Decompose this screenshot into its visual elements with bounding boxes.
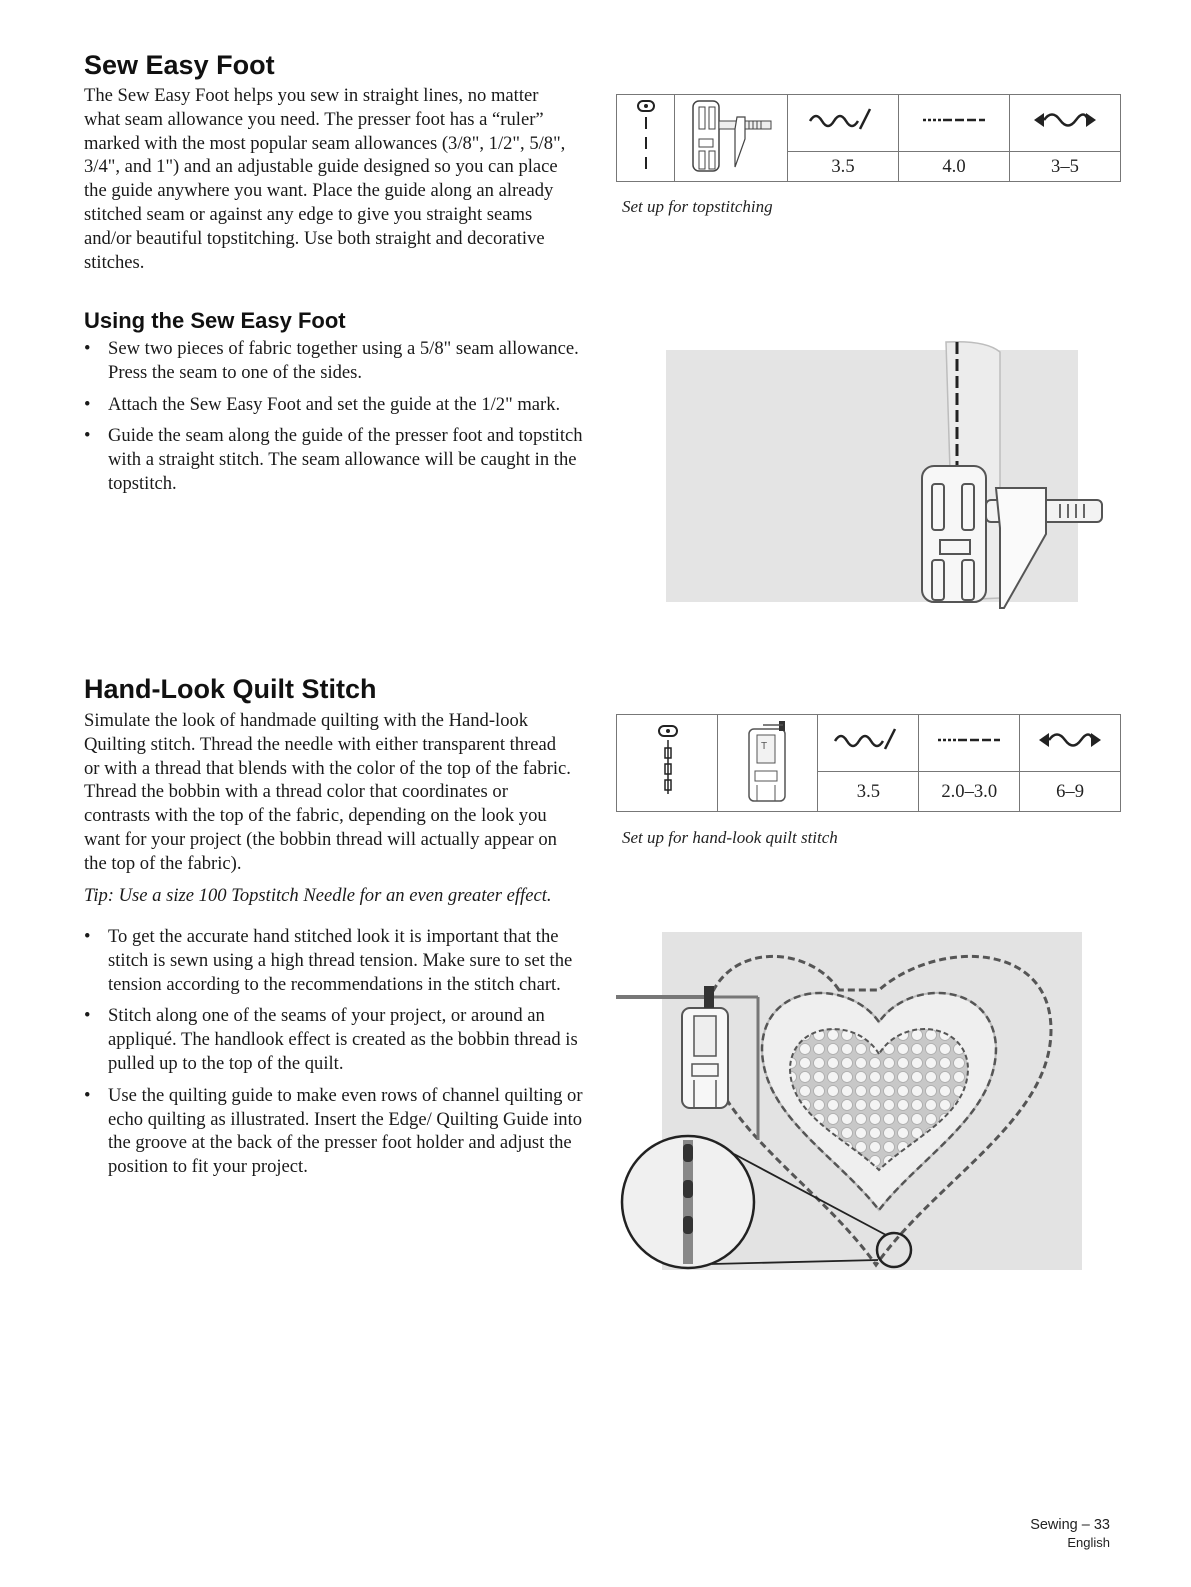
thread-tension-icon	[1010, 95, 1121, 152]
thread-tension-icon	[1020, 715, 1121, 772]
list-item: • Stitch along one of the seams of your project, or around an appliqué. The handlook effect is created as the bobbin thread is pulled up to the top of the quilt.	[84, 1004, 584, 1075]
stitch-width-icon	[818, 715, 919, 772]
list-item: • To get the accurate hand stitched look it is important that the stitch is sewn using a high thread tension. Make sure to set the tension according to the recommendations in the stitch chart.	[84, 925, 584, 996]
hand-look-quilt-list	[84, 925, 584, 1187]
tip-text: Tip: Use a size 100 Topstitch Needle for an even greater effect.	[84, 885, 552, 906]
hand-look-quilt-stitch-icon	[617, 715, 718, 812]
list-item: • Attach the Sew Easy Foot and set the guide at the 1/2" mark.	[84, 393, 594, 417]
stitch-width-value: 3.5	[818, 772, 919, 812]
stitch-settings-table-topstitch	[616, 94, 1121, 182]
page-number: Sewing – 33	[1030, 1517, 1110, 1533]
section-title-sew-easy-foot: Sew Easy Foot	[84, 50, 275, 80]
hand-look-quilt-intro: Simulate the look of handmade quilting with the Hand-look Quilting stitch. Thread the needle with either transparent thread or with a thread that blends with the color of the top of the fabric. Thread the bobbin with a thread color that coordinates or contrasts with the top of the fabric, depending on the look you want for your project (the bobbin thread will actually appear on the top of the fabric).	[84, 710, 571, 874]
stitch-length-icon	[919, 715, 1020, 772]
sew-easy-foot-intro: The Sew Easy Foot helps you sew in straight lines, no matter what seam allowance you need. The presser foot has a “ruler” marked with the most popular seam allowances (3/8", 1/2", 5/8", 3/4", and 1") and an adjustable guide designed so you can place the guide anywhere you want. Place the guide along an already stitched seam or against any edge to give you straight seams and/or beautiful topstitching. Use both straight and decorative stitches.	[84, 85, 566, 273]
table-caption-hand-look: Set up for hand-look quilt stitch	[622, 828, 838, 847]
using-sew-easy-foot-list	[84, 337, 594, 504]
list-item: • Guide the seam along the guide of the presser foot and topstitch with a straight stitch. The seam allowance will be caught in the topstitch.	[84, 424, 594, 495]
table-caption-topstitching: Set up for topstitching	[622, 197, 773, 216]
list-item: • Sew two pieces of fabric together using a 5/8" seam allowance. Press the seam to one of the sides.	[84, 337, 594, 385]
thread-tension-value: 3–5	[1010, 152, 1121, 182]
sew-easy-foot-illustration	[664, 338, 1114, 610]
sew-easy-foot-icon	[675, 95, 788, 182]
list-item: • Use the quilting guide to make even rows of channel quilting or echo quilting as illustrated. Insert the Edge/ Quilting Guide into the groove at the back of the presser foot holder and adjust the position to fit your project.	[84, 1084, 584, 1179]
heart-quilting-illustration	[616, 930, 1086, 1275]
subtitle-using-sew-easy-foot: Using the Sew Easy Foot	[84, 308, 346, 333]
language-label: English	[1067, 1535, 1110, 1550]
presser-foot-icon	[717, 715, 818, 812]
thread-tension-value: 6–9	[1020, 772, 1121, 812]
stitch-length-value: 4.0	[899, 152, 1010, 182]
section-title-hand-look-quilt-stitch: Hand-Look Quilt Stitch	[84, 674, 377, 704]
stitch-length-icon	[899, 95, 1010, 152]
stitch-width-icon	[788, 95, 899, 152]
stitch-length-value: 2.0–3.0	[919, 772, 1020, 812]
svg-text:T: T	[760, 741, 767, 752]
straight-stitch-icon	[617, 95, 675, 182]
stitch-width-value: 3.5	[788, 152, 899, 182]
stitch-settings-table-hand-look	[616, 714, 1121, 812]
